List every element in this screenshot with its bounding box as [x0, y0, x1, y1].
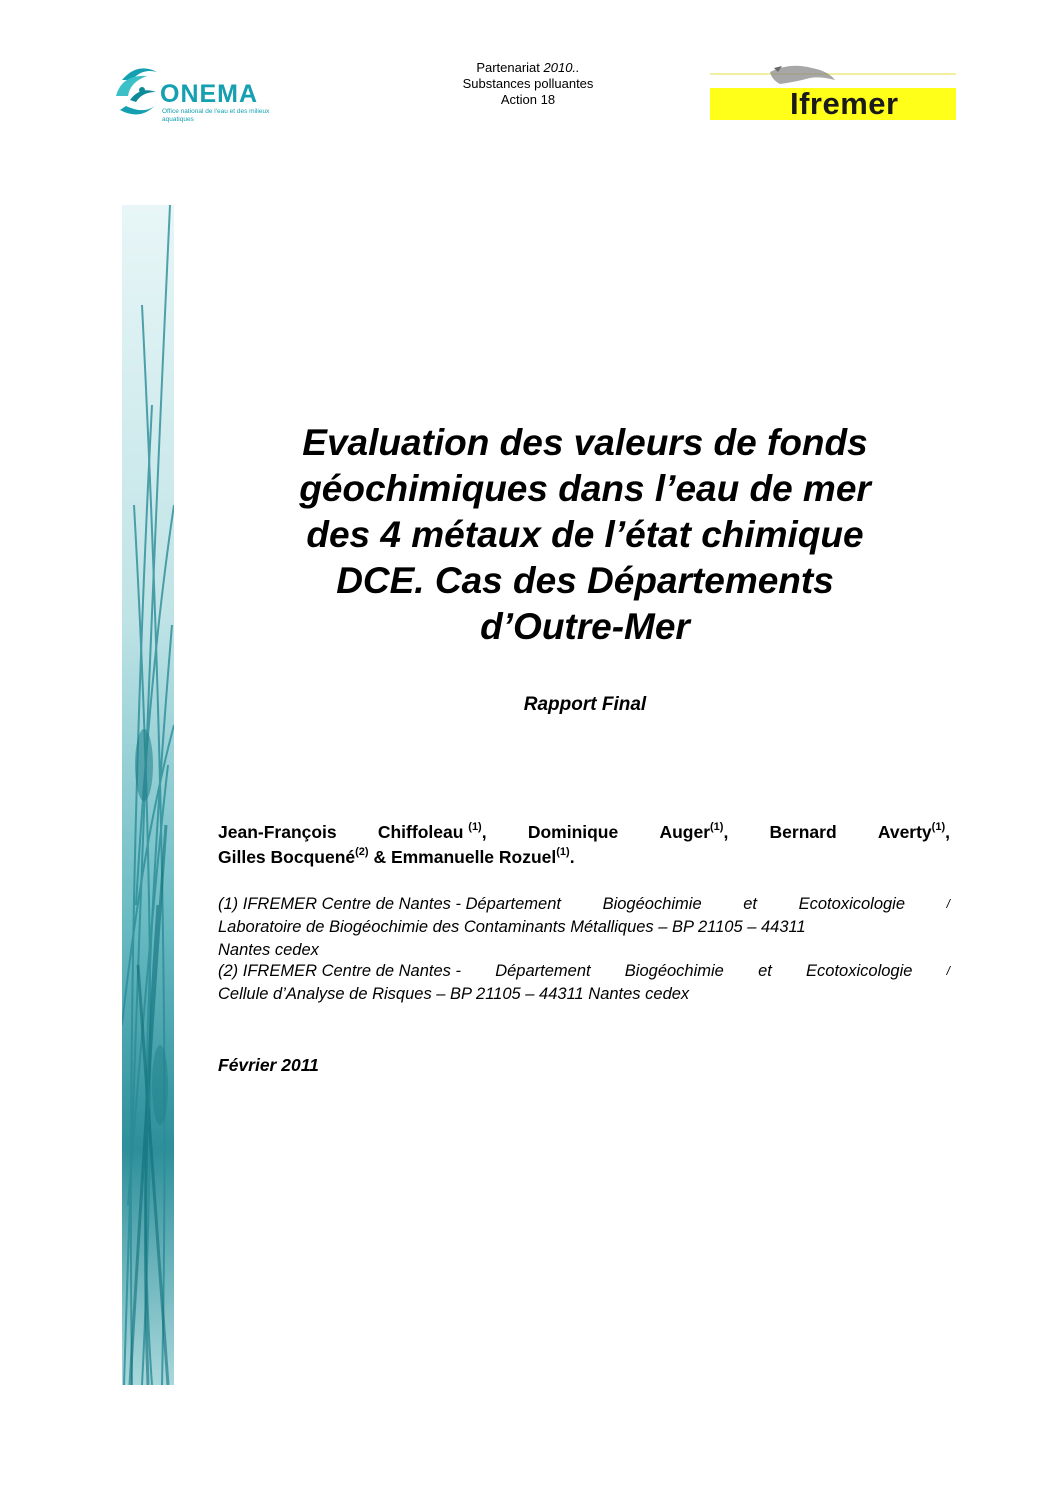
- author-3-first: Bernard: [769, 822, 837, 842]
- author-line-1: [218, 820, 950, 845]
- title-line-2: géochimiques dans l’eau de mer: [299, 468, 871, 509]
- header-partnership-info: [400, 60, 656, 108]
- header-line-1-prefix: Partenariat: [476, 60, 544, 75]
- header-line-3: Action 18: [500, 92, 556, 107]
- title-line-4: DCE. Cas des Départements: [336, 560, 834, 601]
- author-3-ref: (1): [931, 821, 946, 833]
- header-line-2: Substances polluantes: [462, 76, 594, 91]
- author-1-ref: (1): [468, 821, 482, 833]
- title-line-3: des 4 métaux de l’état chimique: [306, 514, 864, 555]
- title-line-5: d’Outre-Mer: [480, 606, 690, 647]
- author-2-ref: (1): [710, 821, 724, 833]
- document-title: [215, 420, 955, 650]
- affiliation-2-row-1-part-4: et: [758, 962, 772, 980]
- ifremer-wordmark: Ifremer: [790, 86, 899, 121]
- affiliation-1-row-1-part-4: Ecotoxicologie: [798, 895, 906, 913]
- affiliation-1: [218, 893, 950, 962]
- onema-wordmark: ONEMA: [160, 80, 259, 108]
- side-strip-grass-image: [122, 205, 174, 1385]
- author-list: [218, 820, 950, 870]
- author-2-surname: Auger$^{(1)}$,: [659, 821, 729, 842]
- header-line-1-year: 2010..: [543, 60, 580, 75]
- author-line-2: [218, 845, 950, 870]
- author-2-first: Dominique: [527, 822, 619, 842]
- author-4-ref: (2): [355, 846, 369, 858]
- affiliation-1-row-1-slash: /: [946, 897, 950, 911]
- affiliation-2-row-1-part-2: Département: [495, 962, 591, 980]
- author-5-end: .: [569, 847, 575, 867]
- author-5-ref: (1): [556, 846, 570, 858]
- title-line-1: Evaluation des valeurs de fonds: [302, 422, 868, 463]
- affiliation-1-row-1-part-3: et: [743, 895, 758, 913]
- affiliation-2-row-1: [218, 960, 950, 983]
- affiliation-1-row-1: [218, 893, 950, 916]
- document-subtitle: Rapport Final: [523, 694, 647, 715]
- author-1: Jean-François: [218, 822, 337, 842]
- author-5: & Emmanuelle Rozuel: [368, 847, 557, 867]
- author-3-end: ,: [945, 822, 950, 842]
- header-line-1: [400, 60, 656, 76]
- affiliation-2: [218, 960, 950, 1006]
- author-3-surname: Averty$^{(1)}$,: [877, 821, 950, 842]
- affiliation-2-row-1-part-5: Ecotoxicologie: [806, 962, 913, 980]
- onema-tagline: Office national de l'eau et des milieux aquatiques: [162, 108, 270, 123]
- affiliation-2-row-2: Cellule d’Analyse de Risques – BP 21105 – 44311 Nantes cedex: [218, 985, 690, 1003]
- affiliation-2-row-1-part-3: Biogéochimie: [624, 962, 724, 980]
- affiliation-1-row-1-part-2: Biogéochimie: [602, 895, 702, 913]
- publication-date: Février 2011: [218, 1055, 319, 1075]
- author-4: Gilles Bocquené: [218, 847, 356, 867]
- affiliation-1-row-1-part-1: (1) IFREMER Centre de Nantes - Département: [218, 895, 561, 913]
- affiliation-2-row-1-slash: /: [946, 964, 950, 978]
- affiliation-1-row-3: Nantes cedex: [218, 941, 319, 959]
- affiliation-2-row-1-part-1: (2) IFREMER Centre de Nantes -: [218, 962, 461, 980]
- author-1-surname: Chiffoleau $^{(1)}$,: [377, 821, 487, 842]
- affiliation-1-row-2: Laboratoire de Biogéochimie des Contaminants Métalliques – BP 21105 – 44311: [218, 918, 806, 936]
